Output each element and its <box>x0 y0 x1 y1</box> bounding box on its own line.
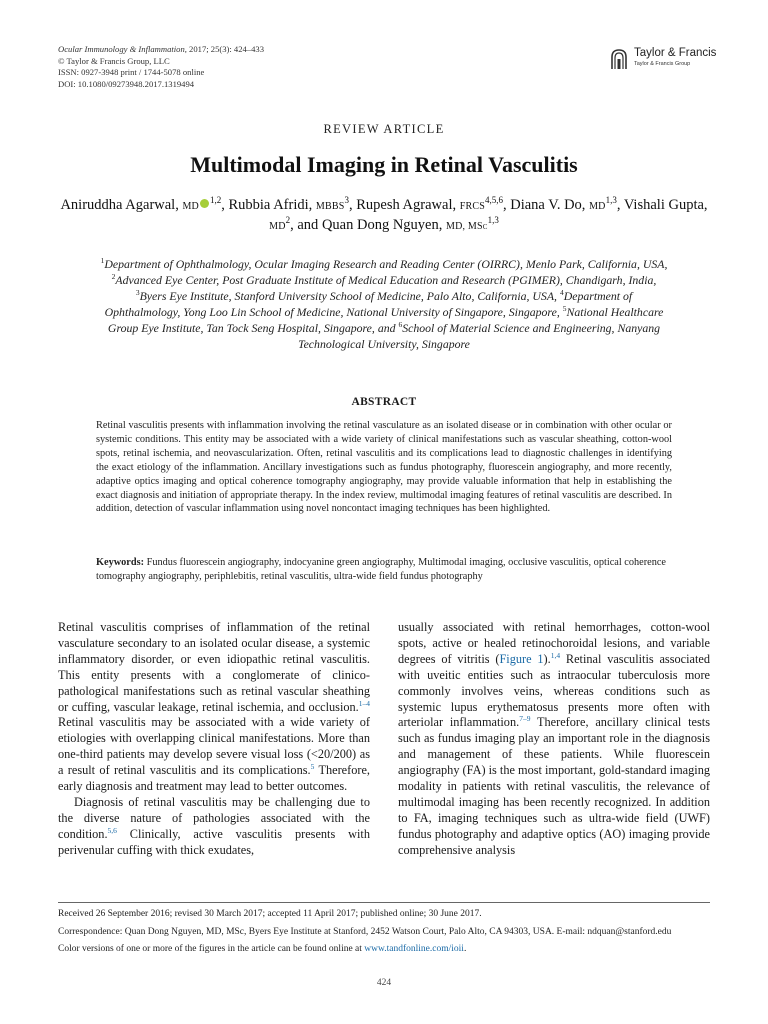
affiliation-text: Department of Ophthalmology, Ocular Imaging Research and Reading Center (OIRRC), Menlo Park, California, USA, <box>104 257 668 271</box>
author-affiliation-ref: 1,3 <box>605 195 617 206</box>
journal-doi: DOI: 10.1080/09273948.2017.1319494 <box>58 78 195 89</box>
body-column-right <box>398 620 710 859</box>
keywords-label: Keywords: <box>96 557 145 568</box>
affiliation-text: School of Material Science and Engineering, Nanyang Technological University, Singapore <box>298 321 661 351</box>
affiliations <box>98 256 670 352</box>
affiliation-number: 4 <box>559 288 564 298</box>
body-column-left <box>58 620 370 859</box>
body-text: Clinically, active vasculitis presents with perivenular cuffing with thick exudates, <box>58 826 370 857</box>
author-affiliation-ref: 3 <box>344 195 349 206</box>
author-affiliation-ref: 4,5,6 <box>485 195 503 206</box>
author <box>510 197 624 213</box>
abstract-heading: ABSTRACT <box>351 396 417 408</box>
publisher-name: Taylor & Francis <box>634 47 717 59</box>
affiliation-number: 2 <box>111 272 116 282</box>
orcid-icon[interactable] <box>200 199 209 208</box>
footer-notes <box>58 908 710 961</box>
body-paragraph <box>58 795 370 859</box>
author-degree: FRCS <box>459 201 485 212</box>
affiliation-text: National Healthcare Group Eye Institute, Tan Tock Seng Hospital, Singapore, and <box>107 305 664 335</box>
author-name: Quan Dong Nguyen, <box>321 217 443 233</box>
journal-volume: , 2017; 25(3): 424–433 <box>184 44 264 54</box>
author <box>356 197 510 213</box>
citation-ref[interactable]: 7–9 <box>519 714 531 724</box>
author-affiliation-ref: 1,3 <box>487 215 499 226</box>
author-name: Aniruddha Agarwal, <box>60 197 179 213</box>
author-separator: , <box>503 197 511 213</box>
affiliation-text: Byers Eye Institute, Stanford University School of Medicine, Palo Alto, California, USA, <box>139 289 560 303</box>
author-degree: MD, MSc <box>445 221 488 232</box>
author-separator: , <box>221 197 229 213</box>
author <box>228 197 356 213</box>
journal-info <box>58 44 264 90</box>
body-text: Retinal vasculitis may be associated with a wide variety of etiologies with overlapping clinical manifestations. More than one-third patients may develop severe visual loss (<20/200) as a result of retinal vasculitis and its complications. <box>58 715 370 778</box>
article-type: REVIEW ARTICLE <box>323 122 445 136</box>
received-dates: Received 26 September 2016; revised 30 March 2017; accepted 11 April 2017; published online; 30 June 2017. <box>58 909 482 919</box>
body-text: Therefore, early diagnosis and treatment may lead to better outcomes. <box>58 763 370 794</box>
color-note-text: Color versions of one or more of the figures in the article can be found online at <box>58 944 365 954</box>
color-note-end: . <box>463 944 467 954</box>
affiliation-text: Advanced Eye Center, Post Graduate Institute of Medical Education and Research (PGIMER), Chandigarh, India, <box>115 273 657 287</box>
author-list <box>60 196 708 236</box>
body-text: Retinal vasculitis associated with uveitic entities such as intraocular tuberculosis more commonly involves veins, whereas conditions such as systemic lupus erythematosus presents more often with arteriolar inflammation. <box>398 651 710 730</box>
author <box>60 197 228 213</box>
citation-ref[interactable]: 5,6 <box>107 825 117 835</box>
tf-logo-icon <box>608 47 630 71</box>
journal-issn: ISSN: 0927-3948 print / 1744-5078 online <box>58 67 205 78</box>
journal-citation <box>58 44 264 56</box>
citation-ref[interactable]: 5 <box>310 762 315 772</box>
body-text: Retinal vasculitis comprises of inflammation of the retinal vasculature secondary to an isolated ocular disease, a systemic inflammatory disorder, or even idiopathic retinal vasculitis. This entity presents with a conglomerate of clinico-pathological manifestations such as retinal vascular sheathing or cuffing, vascular leakage, retinal ischemia, and occlusion. <box>58 620 370 714</box>
affiliation-number: 3 <box>135 288 140 298</box>
journal-name: Ocular Immunology & Inflammation <box>58 44 185 54</box>
abstract-text: Retinal vasculitis presents with inflammation involving the retinal vasculature as an isolated disease or in combination with other ocular or systemic conditions. This entity may be associated with a wide variety of clinical manifestations such as vascular sheathing, cotton-wool spots, retinal ischemia, and neovascularization. Often, retinal vasculitis and its complications lead to diagnostic challenges in identifying the exact etiology of the inflammation. Ancillary investigations such as fundus photography, fluorescein angiography, and more recently, adaptive optics imaging and optical coherence tomography angiography, may provide valuable information that help in establishing the exact diagnosis and initiation of appropriate therapy. In the index review, multimodal imaging features of retinal vasculitis are described. In addition, detection of vascular inflammation using novel noncontact imaging techniques has been highlighted. <box>96 420 672 515</box>
author-name: Rupesh Agrawal, <box>356 197 457 213</box>
body-paragraph <box>398 620 710 859</box>
affiliation-text: Department of Ophthalmology, Yong Loo Lin School of Medicine, National University of Singapore, Singapore, <box>104 289 633 319</box>
journal-url-link[interactable]: www.tandfonline.com/ioii <box>364 944 464 954</box>
author-name: Vishali Gupta, <box>623 197 708 213</box>
publisher-tagline: Taylor & Francis Group <box>634 61 691 67</box>
citation-ref[interactable]: 1,4 <box>550 650 561 660</box>
author <box>322 217 499 233</box>
citation-ref[interactable]: 1–4 <box>358 698 370 708</box>
journal-copyright: © Taylor & Francis Group, LLC <box>58 55 170 66</box>
affiliation-number: 5 <box>562 304 567 314</box>
keywords <box>96 556 672 584</box>
figure-link[interactable]: Figure 1 <box>499 651 544 666</box>
body-paragraph <box>58 620 370 795</box>
author-degree: MBBS <box>315 201 345 212</box>
page-number: 424 <box>376 978 392 988</box>
author-separator: , and <box>290 217 322 233</box>
author-degree: MD <box>269 221 286 232</box>
affiliation-number: 6 <box>398 320 403 330</box>
publisher-logo <box>608 47 728 73</box>
body-text: usually associated with retinal hemorrhages, cotton-wool spots, active or healed retinochoroidal lesions, and variable degrees of vitritis ( <box>398 620 710 666</box>
author-name: Rubbia Afridi, <box>228 197 313 213</box>
author-separator: , <box>616 197 624 213</box>
page-title: Multimodal Imaging in Retinal Vasculitis <box>190 152 578 177</box>
author-affiliation-ref: 2 <box>285 215 291 226</box>
color-note <box>58 943 710 957</box>
correspondence: Correspondence: Quan Dong Nguyen, MD, MSc, Byers Eye Institute at Stanford, 2452 Watson Court, Palo Alto, CA 94303, USA. E-mail: ndquan@stanford.edu <box>58 926 672 937</box>
author-degree: MD <box>182 201 199 212</box>
author-separator: , <box>348 197 357 213</box>
keywords-list: Fundus fluorescein angiography, indocyanine green angiography, Multimodal imaging, occlusive vasculitis, optical coherence tomography angiography, periphlebitis, retinal vasculitis, ultra-wide field fundus photography <box>96 557 666 582</box>
body-text: Diagnosis of retinal vasculitis may be challenging due to the diverse nature of pathologies associated with the condition. <box>58 794 370 841</box>
author-affiliation-ref: 1,2 <box>209 195 222 206</box>
footer-divider <box>58 902 710 903</box>
affiliation-number: 1 <box>100 256 105 266</box>
body-text: ). <box>543 651 551 666</box>
body-text: Therefore, ancillary clinical tests such as fundus imaging play an important role in the diagnosis and management of these patients. While fluorescein angiography (FA) is the most important, gold-standard imaging modality in patients with retinal vasculitis, the relevance of multimodal imaging has been recently recognized. In addition to FA, imaging techniques such as ultra-wide field (UWF) fundus photography and adaptive optics (AO) imaging provide comprehensive analysis <box>398 715 710 857</box>
author-name: Diana V. Do, <box>510 197 586 213</box>
author-degree: MD <box>589 201 606 212</box>
